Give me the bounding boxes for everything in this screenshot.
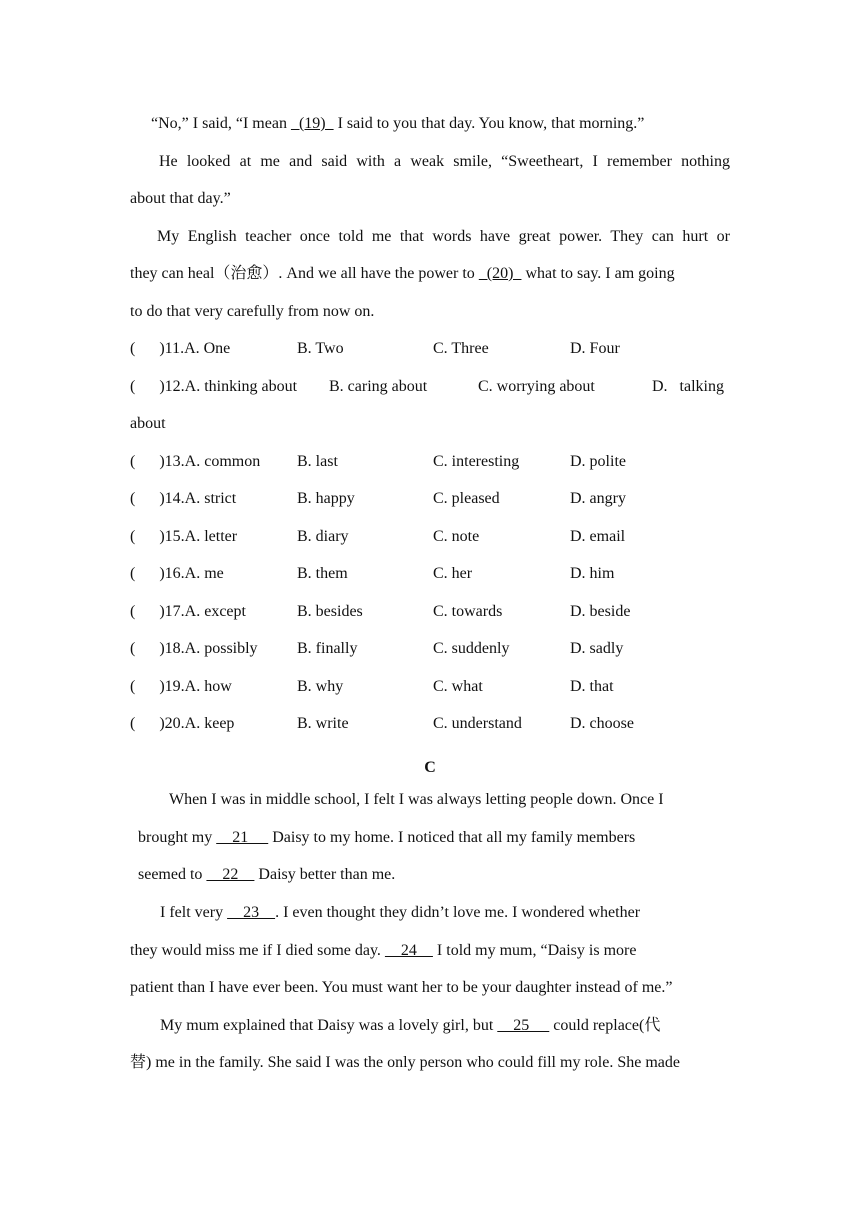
paragraph-line bbox=[138, 865, 395, 885]
blank-23: 23 bbox=[227, 904, 276, 921]
paragraph-line bbox=[138, 828, 635, 848]
question-11-option-c: C. Three bbox=[433, 340, 489, 357]
question-18-option-c: C. suddenly bbox=[433, 640, 510, 657]
question-19-option-c: C. what bbox=[433, 677, 483, 695]
question-12-option-a: ( )12.A. thinking about bbox=[130, 377, 298, 395]
blank-22: 22 bbox=[206, 866, 255, 883]
paragraph-line: patient than I have ever been. You must want her to be your daughter instead of me.” bbox=[130, 979, 673, 996]
question-11-option-d: D. Four bbox=[570, 340, 620, 357]
question-15-option-a: ( )15.A. letter bbox=[130, 527, 238, 545]
text: what to say. I am going bbox=[521, 265, 675, 282]
text: Daisy to my home. I noticed that all my family members bbox=[268, 829, 636, 846]
question-14-option-b: B. happy bbox=[297, 490, 355, 507]
question-18-option-d: D. sadly bbox=[570, 640, 624, 657]
paragraph-line bbox=[160, 903, 640, 923]
question-17-option-c: C. towards bbox=[433, 602, 503, 620]
question-14-option-c: C. pleased bbox=[433, 490, 500, 507]
paragraph-line bbox=[130, 941, 636, 961]
question-19-option-b: B. why bbox=[297, 677, 344, 695]
question-19-option-d: D. that bbox=[570, 677, 614, 695]
blank-19: (19) bbox=[290, 115, 334, 132]
blank-24: 24 bbox=[384, 942, 433, 959]
question-19-option-a: ( )19.A. how bbox=[130, 677, 232, 695]
text: Daisy better than me. bbox=[254, 866, 396, 883]
question-20-option-b: B. write bbox=[297, 715, 349, 732]
question-16-option-c: C. her bbox=[433, 565, 473, 582]
text: I told my mum, “Daisy is more bbox=[432, 942, 637, 959]
paragraph-line bbox=[160, 1016, 660, 1036]
question-20-option-a: ( )20.A. keep bbox=[130, 715, 235, 732]
question-12-option-c: C. worrying about bbox=[478, 377, 595, 395]
text: they would miss me if I died some day. bbox=[130, 942, 385, 959]
text: . I even thought they didn’t love me. I wondered whether bbox=[275, 904, 641, 921]
text: seemed to bbox=[138, 866, 207, 883]
paragraph-line: He looked at me and said with a weak smile, “Sweetheart, I remember nothing bbox=[159, 153, 730, 170]
text: I felt very bbox=[160, 904, 228, 921]
question-13-option-b: B. last bbox=[297, 452, 338, 470]
question-15-option-c: C. note bbox=[433, 527, 480, 545]
blank-21: 21 bbox=[216, 829, 269, 846]
paragraph-line: When I was in middle school, I felt I was always letting people down. Once I bbox=[169, 791, 664, 808]
blank-20: (20) bbox=[478, 265, 522, 282]
paragraph-line bbox=[151, 114, 644, 134]
paragraph-line: 替) me in the family. She said I was the only person who could fill my role. She made bbox=[130, 1054, 680, 1071]
question-16-option-a: ( )16.A. me bbox=[130, 565, 224, 582]
blank-25: 25 bbox=[497, 1017, 550, 1034]
question-17-option-b: B. besides bbox=[297, 602, 363, 620]
text: My mum explained that Daisy was a lovely girl, but bbox=[160, 1017, 498, 1034]
question-17-option-a: ( )17.A. except bbox=[130, 602, 246, 620]
question-15-option-b: B. diary bbox=[297, 527, 349, 545]
question-18-option-b: B. finally bbox=[297, 640, 358, 657]
question-12-continuation: about bbox=[130, 415, 166, 432]
section-title: C bbox=[424, 759, 436, 776]
question-20-option-c: C. understand bbox=[433, 715, 522, 732]
paragraph-line: My English teacher once told me that words have great power. They can hurt or bbox=[157, 228, 730, 245]
text: they can heal（治愈）. And we all have the power to bbox=[130, 265, 479, 282]
question-20-option-d: D. choose bbox=[570, 715, 634, 732]
question-11-option-a: ( )11.A. One bbox=[130, 340, 231, 357]
question-18-option-a: ( )18.A. possibly bbox=[130, 640, 258, 657]
paragraph-line: about that day.” bbox=[130, 190, 231, 207]
question-12-option-d: D. talking bbox=[652, 377, 724, 395]
question-12-option-b: B. caring about bbox=[329, 377, 428, 395]
question-16-option-b: B. them bbox=[297, 565, 348, 582]
text: brought my bbox=[138, 829, 217, 846]
question-13-option-a: ( )13.A. common bbox=[130, 452, 261, 470]
question-13-option-c: C. interesting bbox=[433, 452, 520, 470]
question-14-option-a: ( )14.A. strict bbox=[130, 490, 237, 507]
paragraph-line: to do that very carefully from now on. bbox=[130, 303, 375, 320]
text: I said to you that day. You know, that morning.” bbox=[333, 115, 645, 132]
text: could replace(代 bbox=[549, 1017, 661, 1034]
question-13-option-d: D. polite bbox=[570, 452, 626, 470]
question-16-option-d: D. him bbox=[570, 565, 615, 582]
text: “No,” I said, “I mean bbox=[151, 115, 291, 132]
question-17-option-d: D. beside bbox=[570, 602, 631, 620]
paragraph-line bbox=[130, 264, 675, 284]
question-14-option-d: D. angry bbox=[570, 490, 626, 507]
question-11-option-b: B. Two bbox=[297, 340, 344, 357]
question-15-option-d: D. email bbox=[570, 527, 626, 545]
